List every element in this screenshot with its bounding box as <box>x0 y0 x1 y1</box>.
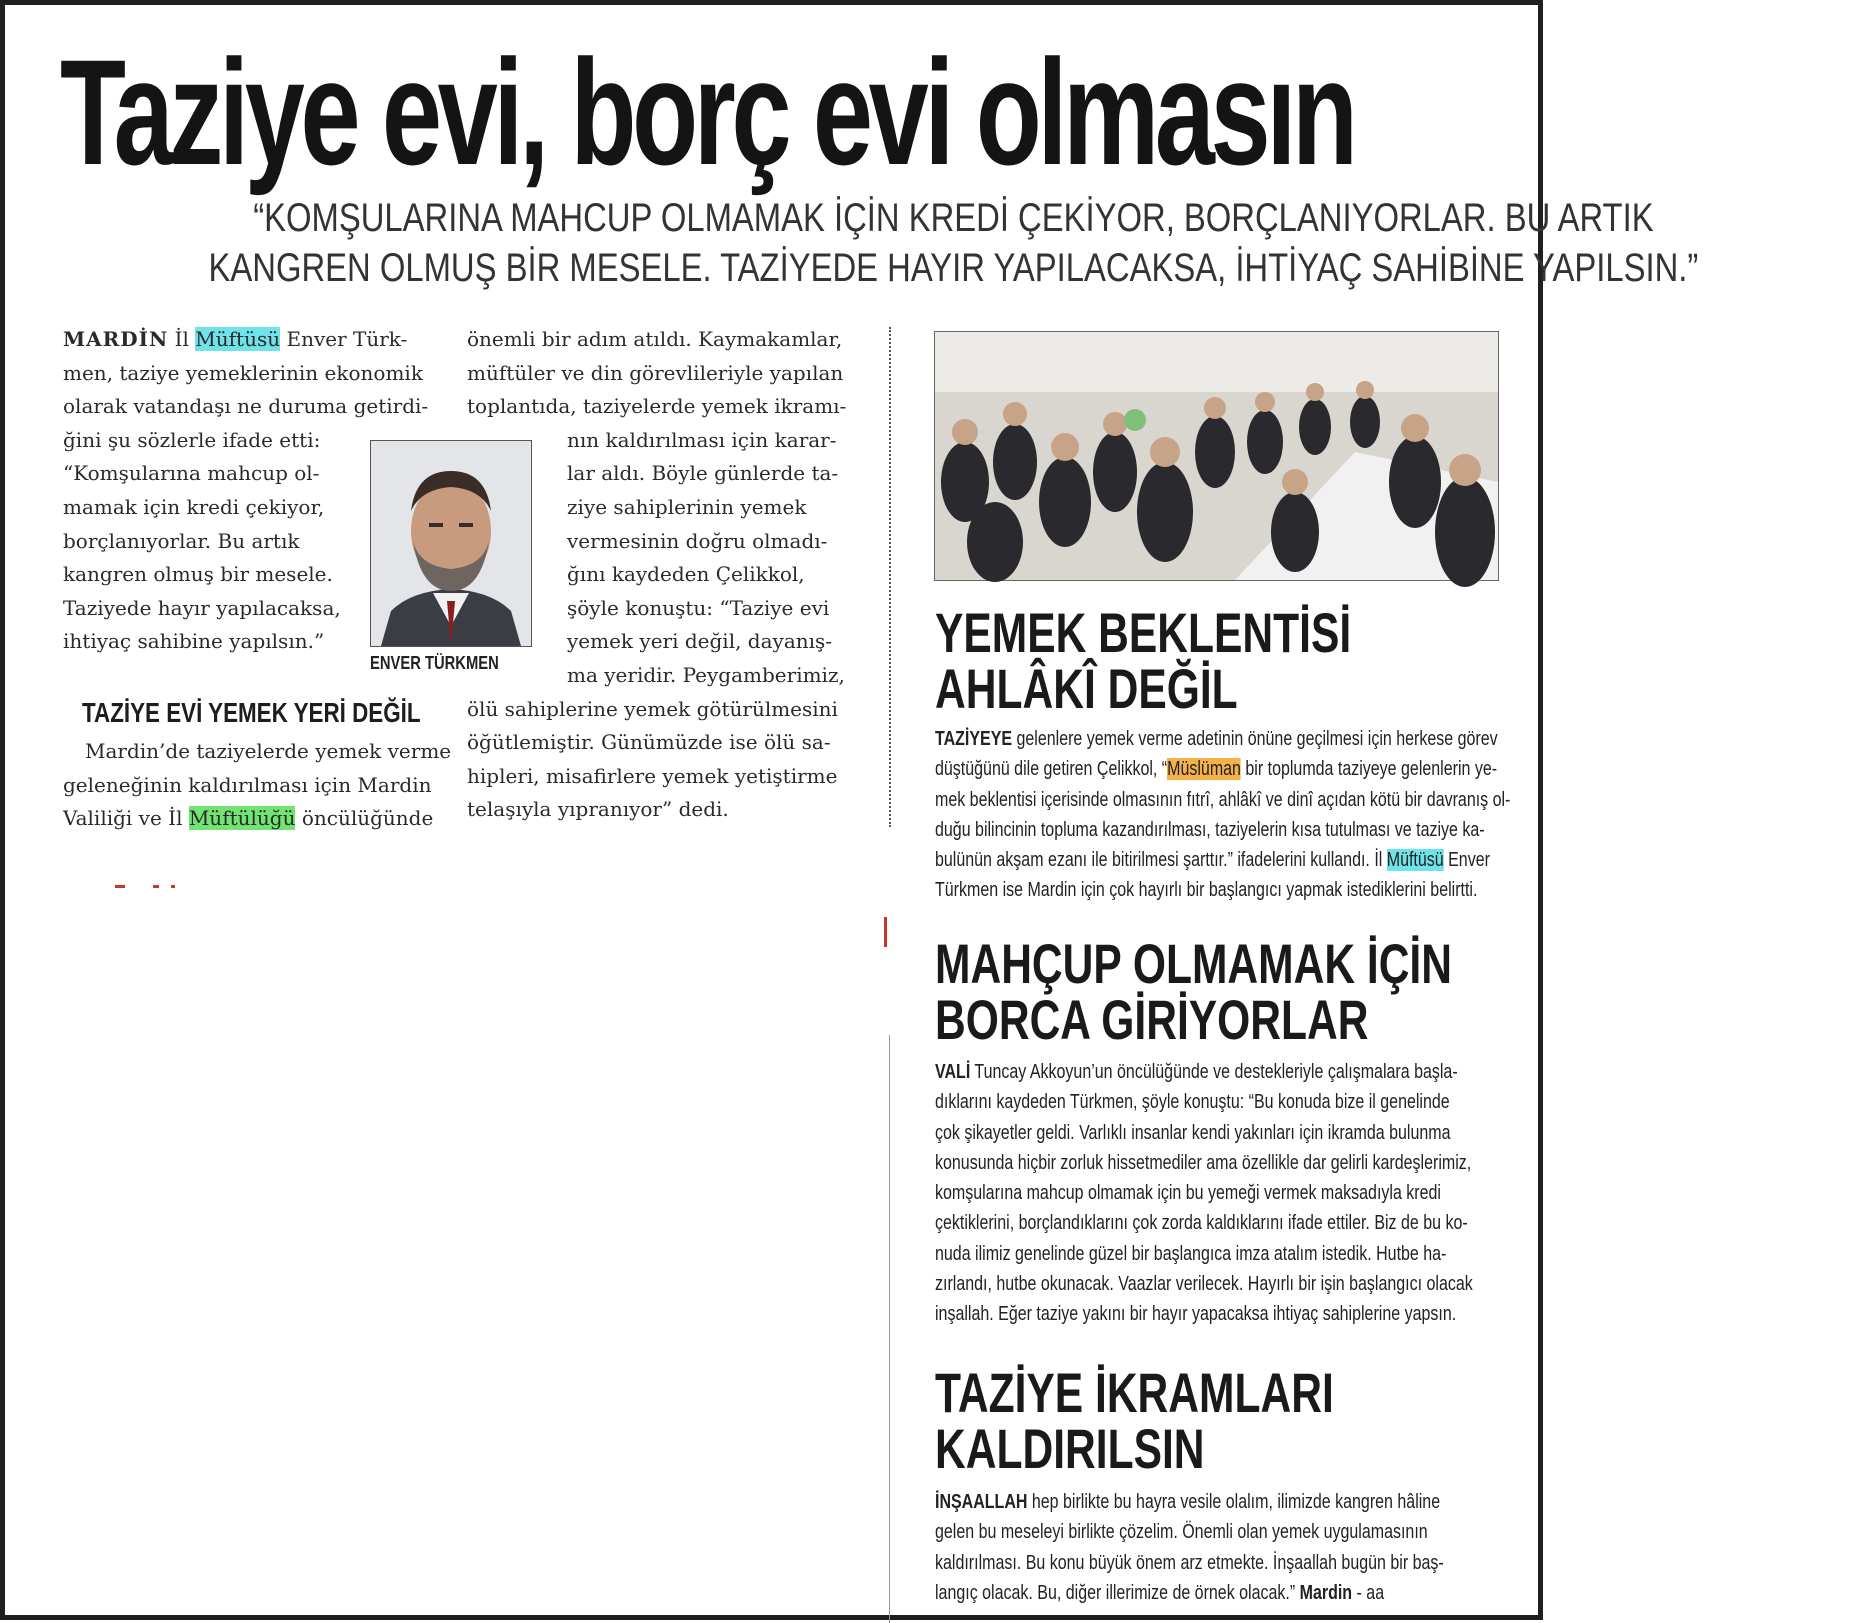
col1b-line: Mardin’de taziyelerde yemek verme <box>85 739 452 763</box>
text-run: langıç olacak. Bu, diğer illerimize de örnek olacak.” <box>935 1581 1300 1604</box>
dateline: MARDİN <box>63 327 169 351</box>
lead-word: İNŞAALLAH <box>935 1491 1028 1513</box>
heading-line: BORCA GİRİYORLAR <box>935 988 1369 1051</box>
body-line <box>935 724 1498 754</box>
col2-line: ğını kaydeden Çelikkol, <box>567 562 805 587</box>
highlighted-term: Müftüsü <box>1386 849 1444 872</box>
col1-line: olarak vatandaşı ne duruma getirdi- <box>63 394 429 419</box>
text-run: Valiliği ve İl <box>63 806 189 831</box>
section-body-2 <box>935 1057 1495 1330</box>
body-line <box>935 845 1495 875</box>
col2-line: hipleri, misafirlere yemek yetiştirme <box>467 763 838 788</box>
col2-line: önemli bir adım atıldı. Kaymakamlar, <box>467 327 843 351</box>
body-line: mek beklentisi içerisinde olmasının fıtrî, ahlâkî ve dinî açıdan kötü bir davranış ol- <box>935 788 1511 811</box>
body-line: konusunda hiçbir zorluk hissetmediler ama özellikle dar gelirli kardeşlerimiz, <box>935 1151 1472 1174</box>
subhead-taziye-evi: TAZİYE EVİ YEMEK YERİ DEĞİL <box>82 697 421 728</box>
body-line: çektiklerini, borçlandıklarını çok zorda kaldıklarını ifade ettiler. Biz de bu ko- <box>935 1212 1468 1235</box>
col1-line: mamak için kredi çekiyor, <box>63 494 325 519</box>
col2-line: öğütlemiştir. Günümüzde ise ölü sa- <box>467 730 831 755</box>
deck-quote <box>45 193 1699 293</box>
body-line: çok şikayetler geldi. Varlıklı insanlar kendi yakınları için ikramda bulunma <box>935 1121 1451 1144</box>
col1-line: ğini şu sözlerle ifade etti: <box>63 427 321 452</box>
column-divider-dotted <box>889 327 891 827</box>
heading-line: KALDIRILSIN <box>935 1417 1205 1480</box>
text-run: Enver <box>1443 849 1490 872</box>
col1b-line <box>63 802 435 836</box>
col2-line: telaşıyla yıpranıyor” dedi. <box>467 797 729 822</box>
red-tick-mark <box>884 917 887 947</box>
column-1-continued <box>63 735 452 836</box>
text-run: bir toplumda taziyeye gelenlerin ye- <box>1240 758 1498 781</box>
section-body-1 <box>935 724 1511 906</box>
text-run: bulünün akşam ezanı ile bitirilmesi şarttır.” ifadelerini kullandı. İl <box>935 849 1387 872</box>
text-run: öncülüğünde <box>295 806 434 831</box>
col2-line: şöyle konuştu: “Taziye evi <box>567 595 830 620</box>
heading-line: AHLÂKÎ DEĞİL <box>935 657 1238 720</box>
deck-line: “KOMŞULARINA MAHCUP OLMAMAK İÇİN KREDİ ÇEKİYOR, BORÇLANIYORLAR. BU ARTIK <box>253 196 1654 240</box>
column-2 <box>467 323 847 827</box>
lead-word: TAZİYEYE <box>935 728 1013 750</box>
col2-line: vermesinin doğru olmadı- <box>567 528 828 553</box>
col2-line: nın kaldırılması için karar- <box>567 427 837 452</box>
text-run: - aa <box>1352 1581 1385 1604</box>
heading-line: YEMEK BEKLENTİSİ <box>935 601 1352 664</box>
heading-line: TAZİYE İKRAMLARI <box>935 1361 1334 1424</box>
body-line: duğu bilincinin topluma kazandırılması, taziyelerin kısa tutulması ve taziye ka- <box>935 818 1485 841</box>
body-line: nuda ilimiz genelinde güzel bir başlangıca imza atalım istedik. Hutbe ha- <box>935 1242 1447 1265</box>
text-run: Tuncay Akkoyun’un öncülüğünde ve destekleriyle çalışmalara başla- <box>970 1061 1458 1083</box>
body-line: dıklarını kaydeden Türkmen, şöyle konuştu: “Bu konuda bize il genelinde <box>935 1091 1450 1114</box>
section-heading-1 <box>935 601 1352 720</box>
highlighted-term: Müftüsü <box>195 327 281 351</box>
col2-line: toplantıda, taziyelerde yemek ikramı- <box>467 394 847 419</box>
column-divider-solid <box>889 1035 890 1623</box>
body-line: zırlandı, hutbe okunacak. Vaazlar verilecek. Hayırlı bir işin başlangıcı olacak <box>935 1273 1473 1296</box>
body-line: komşularına mahcup olmamak için bu yemeği vermek maksadıyla kredi <box>935 1182 1441 1205</box>
highlighted-term: Müslüman <box>1167 758 1241 781</box>
text-run: hep birlikte bu hayra vesile olalım, ilimizde kangren hâline <box>1027 1491 1441 1513</box>
deck-line: KANGREN OLMUŞ BİR MESELE. TAZİYEDE HAYIR YAPILACAKSA, İHTİYAÇ SAHİBİNE YAPILSIN.” <box>208 246 1699 290</box>
col2-line: müftüler ve din görevlileriyle yapılan <box>467 360 844 385</box>
body-line <box>935 1057 1495 1087</box>
lead-word: VALİ <box>935 1061 971 1083</box>
col2-line: lar aldı. Böyle günlerde ta- <box>567 461 839 486</box>
col1-line: men, taziye yemeklerinin ekonomik <box>63 360 423 385</box>
body-line <box>935 754 1498 784</box>
text-run: gelenlere yemek verme adetinin önüne geçilmesi için herkese görev <box>1012 728 1498 750</box>
highlighted-term: Müftülüğü <box>188 806 296 831</box>
body-line: inşallah. Eğer taziye yakını bir hayır yapacaksa ihtiyaç sahiplerine yapsın. <box>935 1303 1457 1326</box>
col1b-line: geleneğinin kaldırılması için Mardin <box>63 772 432 797</box>
body-line <box>935 1578 1495 1608</box>
meeting-photo <box>934 331 1499 581</box>
section-body-3 <box>935 1487 1495 1608</box>
section-heading-3 <box>935 1361 1334 1480</box>
col1-line <box>63 323 435 357</box>
section-heading-2 <box>935 932 1453 1051</box>
meeting-illustration <box>935 332 1498 580</box>
text-run: İl <box>168 327 196 351</box>
body-line: Türkmen ise Mardin için çok hayırlı bir başlangıcı yapmak istediklerini belirtti. <box>935 879 1478 902</box>
col1-line: borçlanıyorlar. Bu artık <box>63 528 300 553</box>
col2-line: ölü sahiplerine yemek götürülmesini <box>467 696 838 721</box>
body-line: kaldırılması. Bu konu büyük önem arz etmekte. İnşaallah bugün bir baş- <box>935 1551 1444 1574</box>
portrait-caption: ENVER TÜRKMEN <box>370 653 499 673</box>
body-line <box>935 1487 1495 1517</box>
headline: Taziye evi, borç evi olmasın <box>60 28 1354 196</box>
col2-line: ziye sahiplerinin yemek <box>567 494 807 519</box>
text-run: Enver Türk- <box>280 327 408 351</box>
col2-line: yemek yeri değil, dayanış- <box>567 629 833 654</box>
text-run: düştüğünü dile getiren Çelikkol, “ <box>935 758 1168 781</box>
col1-line: “Komşularına mahcup ol- <box>63 461 320 486</box>
dateline-end: Mardin <box>1299 1581 1353 1604</box>
col1-line: Taziyede hayır yapılacaksa, <box>63 595 341 620</box>
heading-line: MAHÇUP OLMAMAK İÇİN <box>935 932 1453 995</box>
col1-line: ihtiyaç sahibine yapılsın.” <box>63 629 325 654</box>
col1-line: kangren olmuş bir mesele. <box>63 562 333 587</box>
body-line: gelen bu meseleyi birlikte çözelim. Önemli olan yemek uygulamasının <box>935 1521 1428 1544</box>
col2-line: ma yeridir. Peygamberimiz, <box>567 662 845 687</box>
red-fragment-mark <box>115 885 175 889</box>
